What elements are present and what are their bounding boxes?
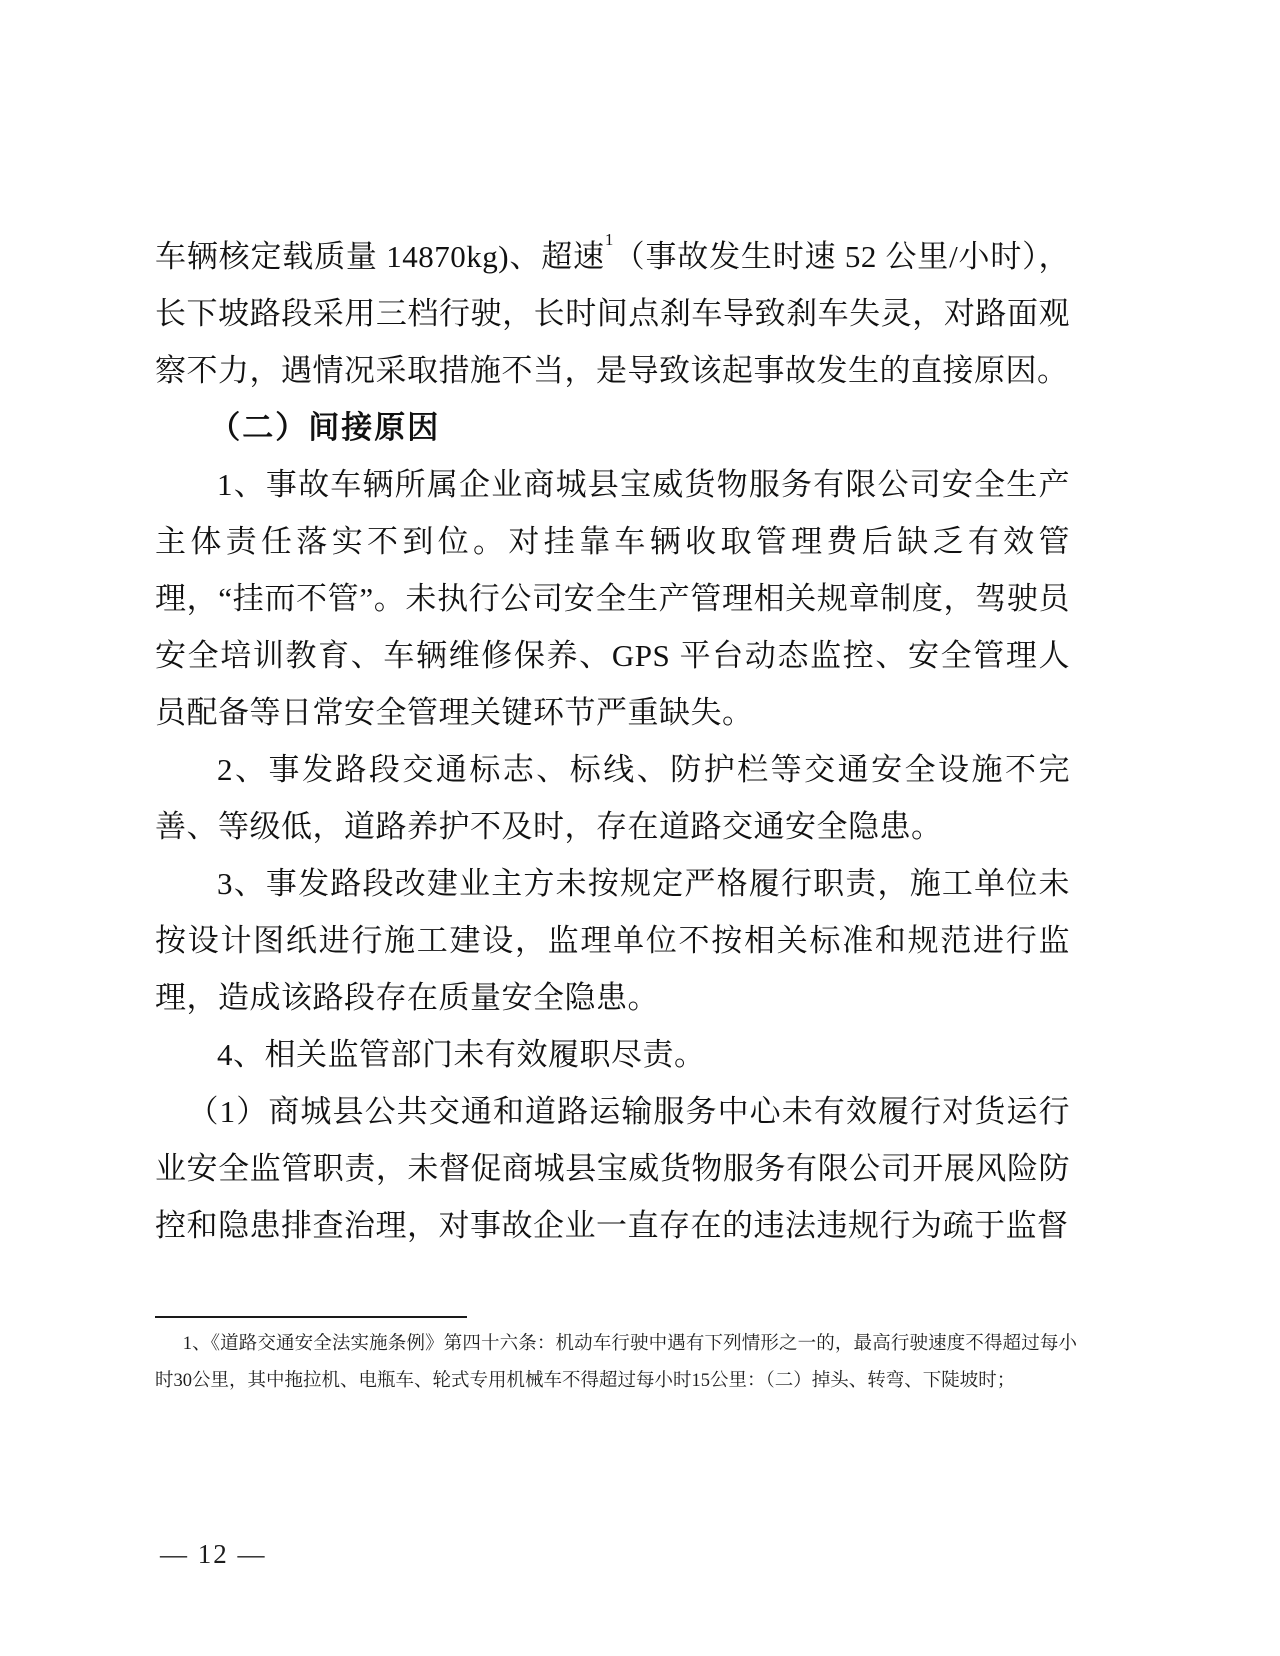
paragraph-indirect-cause-1: 1、事故车辆所属企业商城县宝威货物服务有限公司安全生产主体责任落实不到位。对挂靠车辆收取管理费后缺乏有效管理，“挂而不管”。未执行公司安全生产管理相关规章制度，驾驶员安全培训教育、车辆维修保养、GPS 平台动态监控、安全管理人员配备等日常安全管理关键环节严重缺失。 (155, 467, 1070, 730)
footnote-text: 1、《道路交通安全法实施条例》第四十六条：机动车行驶中遇有下列情形之一的，最高行驶速度不得超过每小时30公里，其中拖拉机、电瓶车、轮式专用机械车不得超过每小时15公里：（二）掉头、转弯、下陡坡时； (155, 1334, 1077, 1391)
paragraph-indirect-cause-3: 3、事发路段改建业主方未按规定严格履行职责，施工单位未按设计图纸进行施工建设，监理单位不按相关标准和规范进行监理，造成该路段存在质量安全隐患。 (155, 866, 1070, 1015)
paragraph-subitem-1: （1）商城县公共交通和道路运输服务中心未有效履行对货运行业安全监管职责，未督促商城县宝威货物服务有限公司开展风险防控和隐患排查治理，对事故企业一直存在的违法违规行为疏于监督 (155, 1094, 1070, 1243)
footnote-section (155, 1316, 1077, 1400)
page-number: — 12 — (160, 1539, 267, 1569)
direct-cause-text-before-ref: 车辆核定载质量 14870kg)、超速 (155, 239, 605, 274)
footnote-reference-mark: 1 (604, 229, 614, 249)
footnote-separator-rule (155, 1316, 467, 1318)
paragraph-indirect-cause-2: 2、事发路段交通标志、标线、防护栏等交通安全设施不完善、等级低，道路养护不及时，存在道路交通安全隐患。 (155, 752, 1070, 844)
body-text-block (155, 228, 1070, 1254)
paragraph-direct-cause-continuation (155, 228, 1070, 399)
paragraph-indirect-cause-4: 4、相关监管部门未有效履职尽责。 (217, 1037, 706, 1072)
direct-cause-text-after-ref: （事故发生时速 52 公里/小时），长下坡路段采用三档行驶，长时间点刹车导致刹车失灵，对路面观察不力，遇情况采取措施不当，是导致该起事故发生的直接原因。 (155, 239, 1070, 388)
section-heading-indirect-causes: （二）间接原因 (209, 410, 441, 445)
